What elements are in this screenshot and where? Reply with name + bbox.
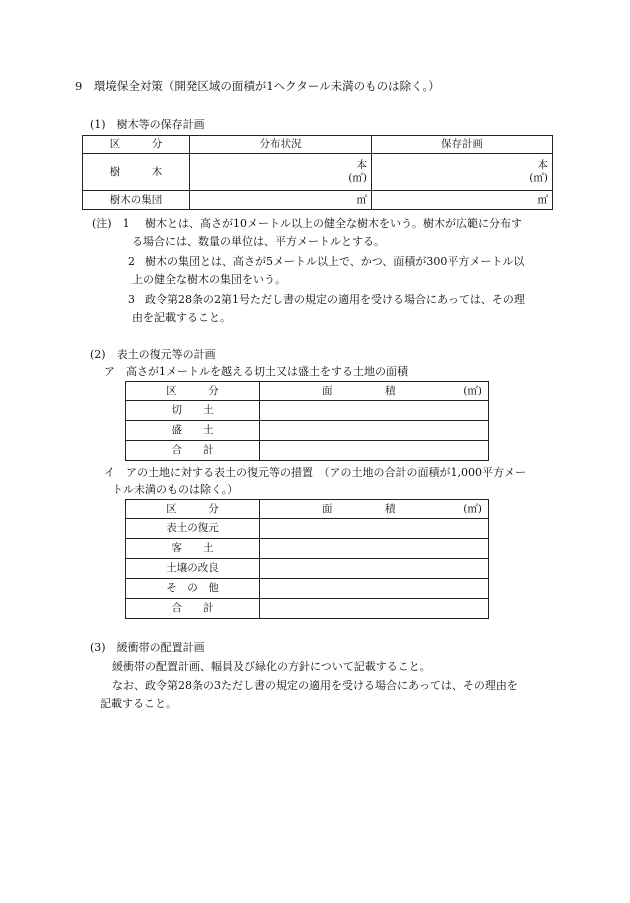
note-1-line2: る場合には、数量の単位は、平方メートルとする。 — [132, 235, 385, 248]
header-area-label: 面 積 — [322, 503, 396, 515]
note-3-line1: 政令第28条の2第1号ただし書の規定の適用を受ける場合にあっては、その理 — [145, 293, 525, 306]
tree-preservation-table — [82, 135, 553, 210]
row-other-label: そ の 他 — [126, 579, 260, 599]
row-topsoil-restore-area[interactable] — [260, 519, 489, 539]
section-heading: 9 環境保全対策（開発区域の面積が1ヘクタール未満のものは除く。） — [75, 79, 440, 93]
section2-title: (2) 表土の復元等の計画 — [90, 348, 216, 361]
row-total-area[interactable] — [260, 599, 489, 619]
note-1-line1: 樹木とは、高さが10メートル以上の健全な樹木をいう。樹木が広範に分布す — [145, 217, 522, 230]
row-total-area[interactable] — [260, 441, 489, 461]
section2-a-title: ア 高さが1メートルを越える切土又は盛土をする土地の面積 — [104, 365, 408, 378]
note-2-prefix: 2 — [128, 255, 135, 268]
row-trees-distribution — [190, 154, 372, 191]
section3-line3: 記載すること。 — [100, 697, 177, 710]
row-cut-area[interactable] — [260, 401, 489, 421]
unit-sqm: (㎡) — [348, 172, 367, 184]
row-tree-group-label: 樹木の集団 — [83, 191, 190, 210]
row-cut-label: 切 土 — [126, 401, 260, 421]
row-total-label: 合 計 — [126, 599, 260, 619]
unit-hon: 本 — [537, 158, 548, 171]
section3-line2: なお、政令第28条の3ただし書の規定の適用を受ける場合にあっては、その理由を — [112, 679, 518, 692]
unit-sqm: (㎡) — [529, 172, 548, 184]
cut-fill-area-table — [125, 381, 489, 461]
section2-b-title-line1: イ アの土地に対する表土の復元等の措置 （アの土地の合計の面積が1,000平方メー — [104, 466, 526, 479]
row-imported-soil-area[interactable] — [260, 539, 489, 559]
row-soil-improvement-label: 土壌の改良 — [126, 559, 260, 579]
note-3-prefix: 3 — [128, 293, 135, 306]
header-distribution: 分布状況 — [190, 136, 372, 154]
section3-title: (3) 緩衝帯の配置計画 — [90, 641, 205, 654]
note-2-line2: 上の健全な樹木の集団をいう。 — [132, 273, 286, 286]
unit-hon: 本 — [356, 158, 367, 171]
note-3-line2: 由を記載すること。 — [132, 311, 231, 324]
row-tree-group-distribution: ㎡ — [190, 191, 372, 210]
row-topsoil-restore-label: 表土の復元 — [126, 519, 260, 539]
header-area — [260, 500, 489, 519]
header-area-label: 面 積 — [322, 385, 396, 397]
row-trees-plan — [372, 154, 553, 191]
note-2-line1: 樹木の集団とは、高さが5メートル以上で、かつ、面積が300平方メートル以 — [145, 255, 525, 268]
topsoil-restoration-table — [125, 499, 489, 619]
section1-title: (1) 樹木等の保存計画 — [90, 118, 205, 131]
header-plan: 保存計画 — [372, 136, 553, 154]
row-total-label: 合 計 — [126, 441, 260, 461]
header-category: 区 分 — [126, 500, 260, 519]
header-category: 区 分 — [83, 136, 190, 154]
row-trees-label: 樹 木 — [83, 154, 190, 191]
note-1-prefix: (注) 1 — [92, 217, 130, 230]
header-area-unit: (㎡) — [463, 503, 482, 515]
section3-line1: 緩衝帯の配置計画、幅員及び緑化の方針について記載すること。 — [112, 660, 431, 673]
row-fill-area[interactable] — [260, 421, 489, 441]
header-category: 区 分 — [126, 382, 260, 401]
row-soil-improvement-area[interactable] — [260, 559, 489, 579]
header-area-unit: (㎡) — [463, 385, 482, 397]
row-other-area[interactable] — [260, 579, 489, 599]
row-tree-group-plan: ㎡ — [372, 191, 553, 210]
header-area — [260, 382, 489, 401]
section2-b-title-line2: トル未満のものは除く。） — [112, 483, 239, 496]
row-imported-soil-label: 客 土 — [126, 539, 260, 559]
row-fill-label: 盛 土 — [126, 421, 260, 441]
